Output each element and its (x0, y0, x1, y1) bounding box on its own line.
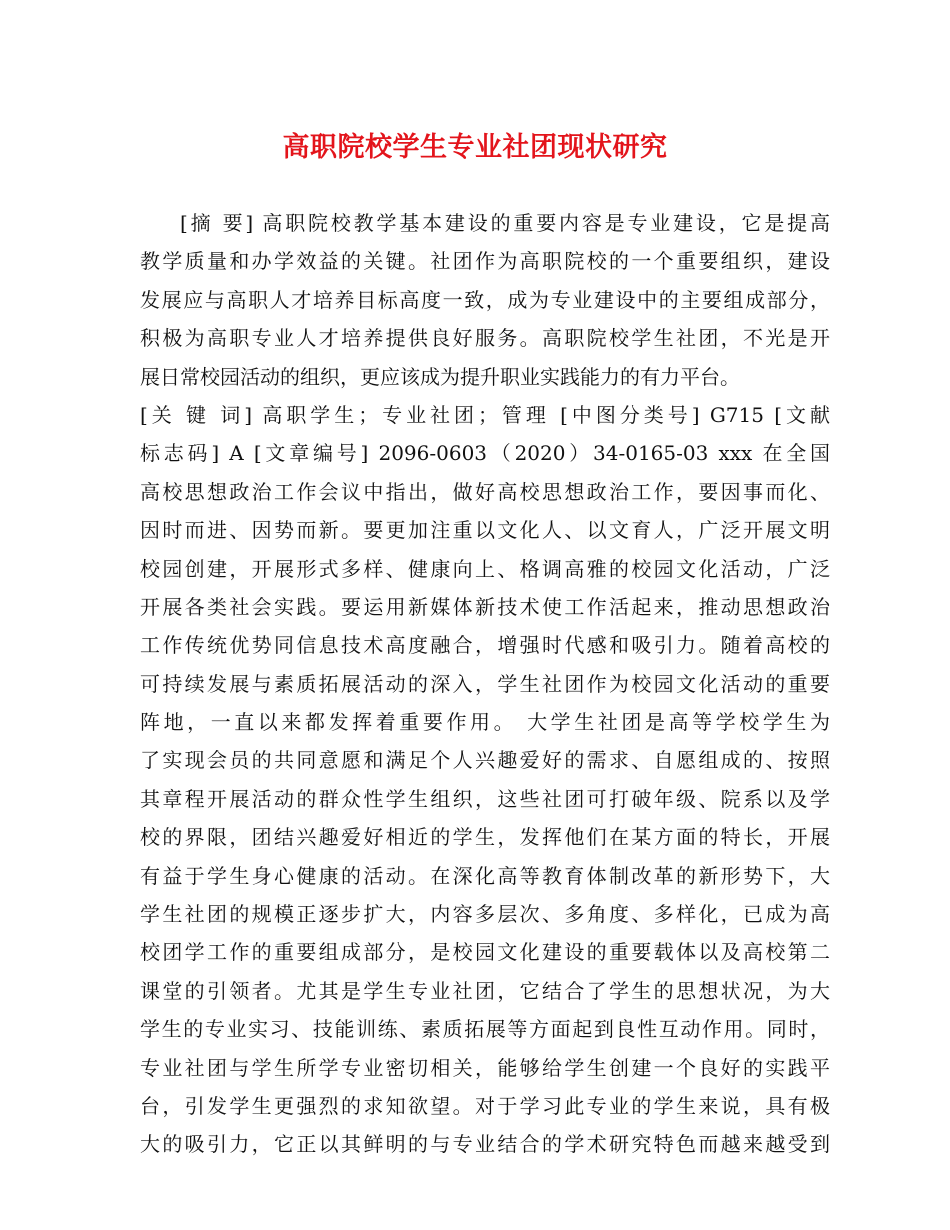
document-title: 高职院校学生专业社团现状研究 (282, 132, 668, 163)
body-line: 了实现会员的共同意愿和满足个人兴趣爱好的需求、自愿组成的、按照 (140, 748, 830, 773)
body-line: 其章程开展活动的群众性学生组织，这些社团可打破年级、院系以及学 (140, 786, 830, 811)
body-line: [摘 要] 高职院校教学基本建设的重要内容是专业建设，它是提高 (180, 211, 830, 235)
body-line: 工作传统优势同信息技术高度融合，增强时代感和吸引力。随着高校的 (140, 633, 830, 658)
body-line: 因时而进、因势而新。要更加注重以文化人、以文育人，广泛开展文明 (140, 518, 830, 543)
body-line: 校的界限，团结兴趣爱好相近的学生，发挥他们在某方面的特长，开展 (140, 825, 830, 850)
body-line: 展日常校园活动的组织，更应该成为提升职业实践能力的有力平台。 (140, 364, 740, 389)
body-line: 阵地，一直以来都发挥着重要作用。 大学生社团是高等学校学生为 (140, 710, 830, 735)
body-line: 台，引发学生更强烈的求知欲望。对于学习此专业的学生来说，具有极 (140, 1093, 830, 1118)
body-line: 可持续发展与素质拓展活动的深入，学生社团作为校园文化活动的重要 (140, 671, 830, 696)
body-line: 开展各类社会实践。要运用新媒体新技术使工作活起来，推动思想政治 (140, 594, 830, 619)
body-line: 大的吸引力，它正以其鲜明的与专业结合的学术研究特色而越来越受到 (140, 1132, 830, 1157)
body-line: 有益于学生身心健康的活动。在深化高等教育体制改革的新形势下，大 (140, 863, 830, 888)
body-line: 发展应与高职人才培养目标高度一致，成为专业建设中的主要组成部分， (140, 287, 830, 312)
body-line: 教学质量和办学效益的关键。社团作为高职院校的一个重要组织，建设 (140, 249, 830, 274)
body-line: 学生社团的规模正逐步扩大，内容多层次、多角度、多样化，已成为高 (140, 902, 830, 927)
body-line: 校团学工作的重要组成部分，是校园文化建设的重要载体以及高校第二 (140, 940, 830, 965)
document-body (140, 204, 830, 1164)
body-line: 校园创建，开展形式多样、健康向上、格调高雅的校园文化活动，广泛 (140, 556, 830, 581)
body-line: [关 键 词] 高职学生；专业社团；管理 [中图分类号] G715 [文献 (140, 402, 830, 427)
body-line: 标志码] A [文章编号] 2096-0603（2020）34-0165-03 xxx 在全国 (140, 441, 830, 466)
body-line: 积极为高职专业人才培养提供良好服务。高职院校学生社团，不光是开 (140, 326, 830, 351)
body-line: 专业社团与学生所学专业密切相关，能够给学生创建一个良好的实践平 (140, 1055, 830, 1080)
body-line: 课堂的引领者。尤其是学生专业社团，它结合了学生的思想状况，为大 (140, 978, 830, 1003)
body-line: 高校思想政治工作会议中指出，做好高校思想政治工作，要因事而化、 (140, 479, 830, 504)
body-line: 学生的专业实习、技能训练、素质拓展等方面起到良性互动作用。同时， (140, 1017, 830, 1042)
